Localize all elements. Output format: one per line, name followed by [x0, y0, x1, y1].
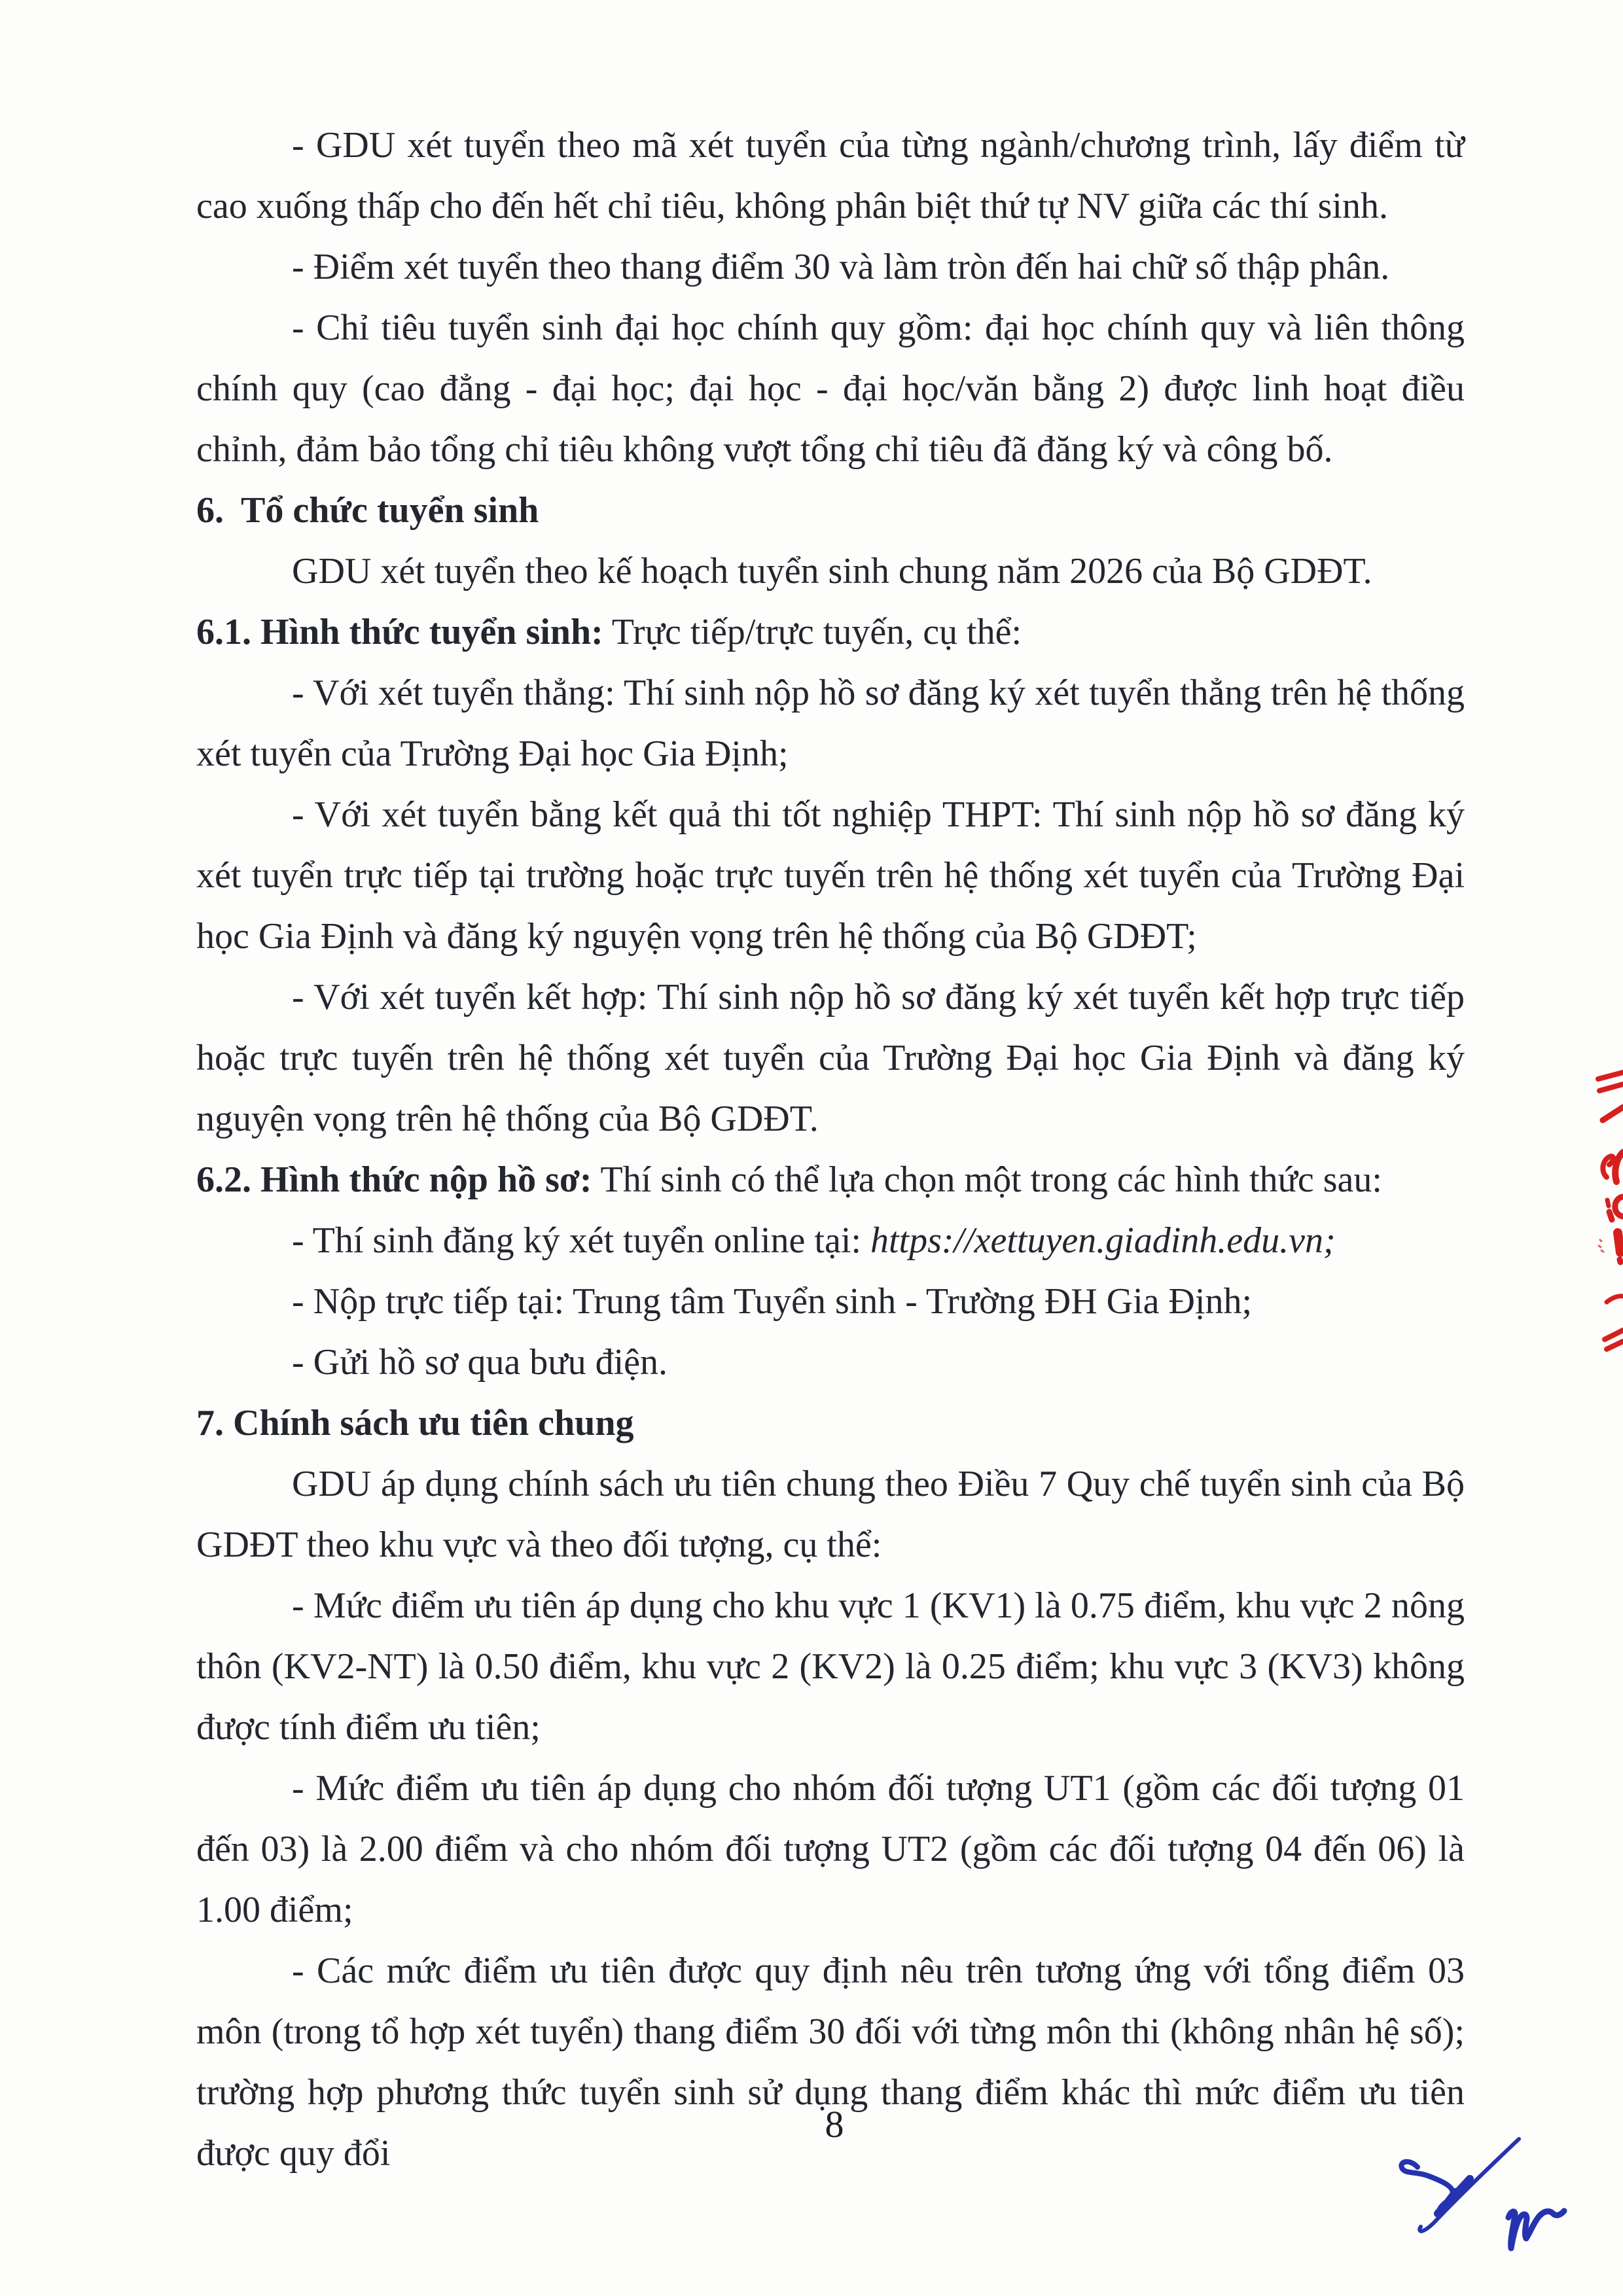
page-number: 8 [825, 2103, 844, 2146]
paragraph-submit-direct: - Nộp trực tiếp tại: Trung tâm Tuyển sinh - Trường ĐH Gia Định; [292, 1281, 1253, 1322]
paragraph-admission-order: - GDU xét tuyển theo mã xét tuyển của từng ngành/chương trình, lấy điểm từ cao xuống thấp cho đến hết chỉ tiêu, không phân biệt thứ tự NV giữa các thí sinh. [196, 125, 1465, 226]
heading-section-6-1 [196, 602, 1465, 663]
signature-handwriting-icon [1374, 2120, 1590, 2277]
paragraph-combined-admission: - Với xét tuyển kết hợp: Thí sinh nộp hồ sơ đăng ký xét tuyển kết hợp trực tiếp hoặc trực tuyến trên hệ thống xét tuyển của Trường Đại học Gia Định và đăng ký nguyện vọng trên hệ thống của Bộ GDĐT. [196, 977, 1465, 1139]
paragraph-priority-region: - Mức điểm ưu tiên áp dụng cho khu vực 1 (KV1) là 0.75 điểm, khu vực 2 nông thôn (KV2-NT) là 0.50 điểm, khu vực 2 (KV2) là 0.25 điểm; khu vực 3 (KV3) không được tính điểm ưu tiên; [196, 1585, 1465, 1748]
paragraph-online-registration-text: - Thí sinh đăng ký xét tuyển online tại: [292, 1220, 870, 1261]
heading-section-6-1-text: Trực tiếp/trực tuyến, cụ thể: [603, 612, 1022, 652]
paragraph-priority-group: - Mức điểm ưu tiên áp dụng cho nhóm đối tượng UT1 (gồm các đối tượng 01 đến 03) là 2.00 điểm và cho nhóm đối tượng UT2 (gồm các đối tượng 04 đến 06) là 1.00 điểm; [196, 1768, 1465, 1930]
admission-portal-url: https://xettuyen.giadinh.edu.vn; [870, 1220, 1336, 1261]
paragraph-quota-adjustment: - Chỉ tiêu tuyển sinh đại học chính quy gồm: đại học chính quy và liên thông chính quy (cao đẳng - đại học; đại học - đại học/văn bằng 2) được linh hoạt điều chỉnh, đảm bảo tổng chỉ tiêu không vượt tổng chỉ tiêu đã đăng ký và công bố. [196, 308, 1465, 470]
paragraph-priority-conversion: - Các mức điểm ưu tiên được quy định nêu trên tương ứng với tổng điểm 03 môn (trong tổ hợp xét tuyển) thang điểm 30 đối với từng môn thi (không nhân hệ số); trường hợp phương thức tuyển sinh sử dụng thang điểm khác thì mức điểm ưu tiên được quy đổi [196, 1951, 1465, 2174]
paragraph-priority-policy: GDU áp dụng chính sách ưu tiên chung theo Điều 7 Quy chế tuyển sinh của Bộ GDĐT theo khu vực và theo đối tượng, cụ thể: [196, 1464, 1465, 1565]
paragraph-plan-2026: GDU xét tuyển theo kế hoạch tuyển sinh chung năm 2026 của Bộ GDĐT. [292, 551, 1372, 592]
heading-section-6-2 [196, 1150, 1465, 1210]
heading-section-6-2-label: 6.2. Hình thức nộp hồ sơ: [196, 1159, 592, 1200]
red-stamp-fragment-icon [1567, 1046, 1623, 1360]
heading-section-7: 7. Chính sách ưu tiên chung [196, 1403, 634, 1443]
heading-section-6 [196, 480, 1465, 541]
paragraph-direct-admission: - Với xét tuyển thẳng: Thí sinh nộp hồ sơ đăng ký xét tuyển thẳng trên hệ thống xét tuyển của Trường Đại học Gia Định; [196, 673, 1465, 774]
paragraph-thpt-admission: - Với xét tuyển bằng kết quả thi tốt nghiệp THPT: Thí sinh nộp hồ sơ đăng ký xét tuyển trực tiếp tại trường hoặc trực tuyến trên hệ thống xét tuyển của Trường Đại học Gia Định và đăng ký nguyện vọng trên hệ thống của Bộ GDĐT; [196, 794, 1465, 957]
paragraph-online-registration [196, 1210, 1465, 1271]
heading-section-6-2-text: Thí sinh có thể lựa chọn một trong các hình thức sau: [592, 1159, 1382, 1200]
paragraph-submit-post: - Gửi hồ sơ qua bưu điện. [292, 1342, 668, 1383]
heading-section-6-1-label: 6.1. Hình thức tuyển sinh: [196, 612, 603, 652]
paragraph-score-scale: - Điểm xét tuyển theo thang điểm 30 và làm tròn đến hai chữ số thập phân. [292, 247, 1390, 287]
heading-section-6-title: Tổ chức tuyển sinh [241, 490, 539, 531]
heading-section-6-number: 6. [196, 490, 224, 531]
document-body [196, 115, 1465, 2184]
